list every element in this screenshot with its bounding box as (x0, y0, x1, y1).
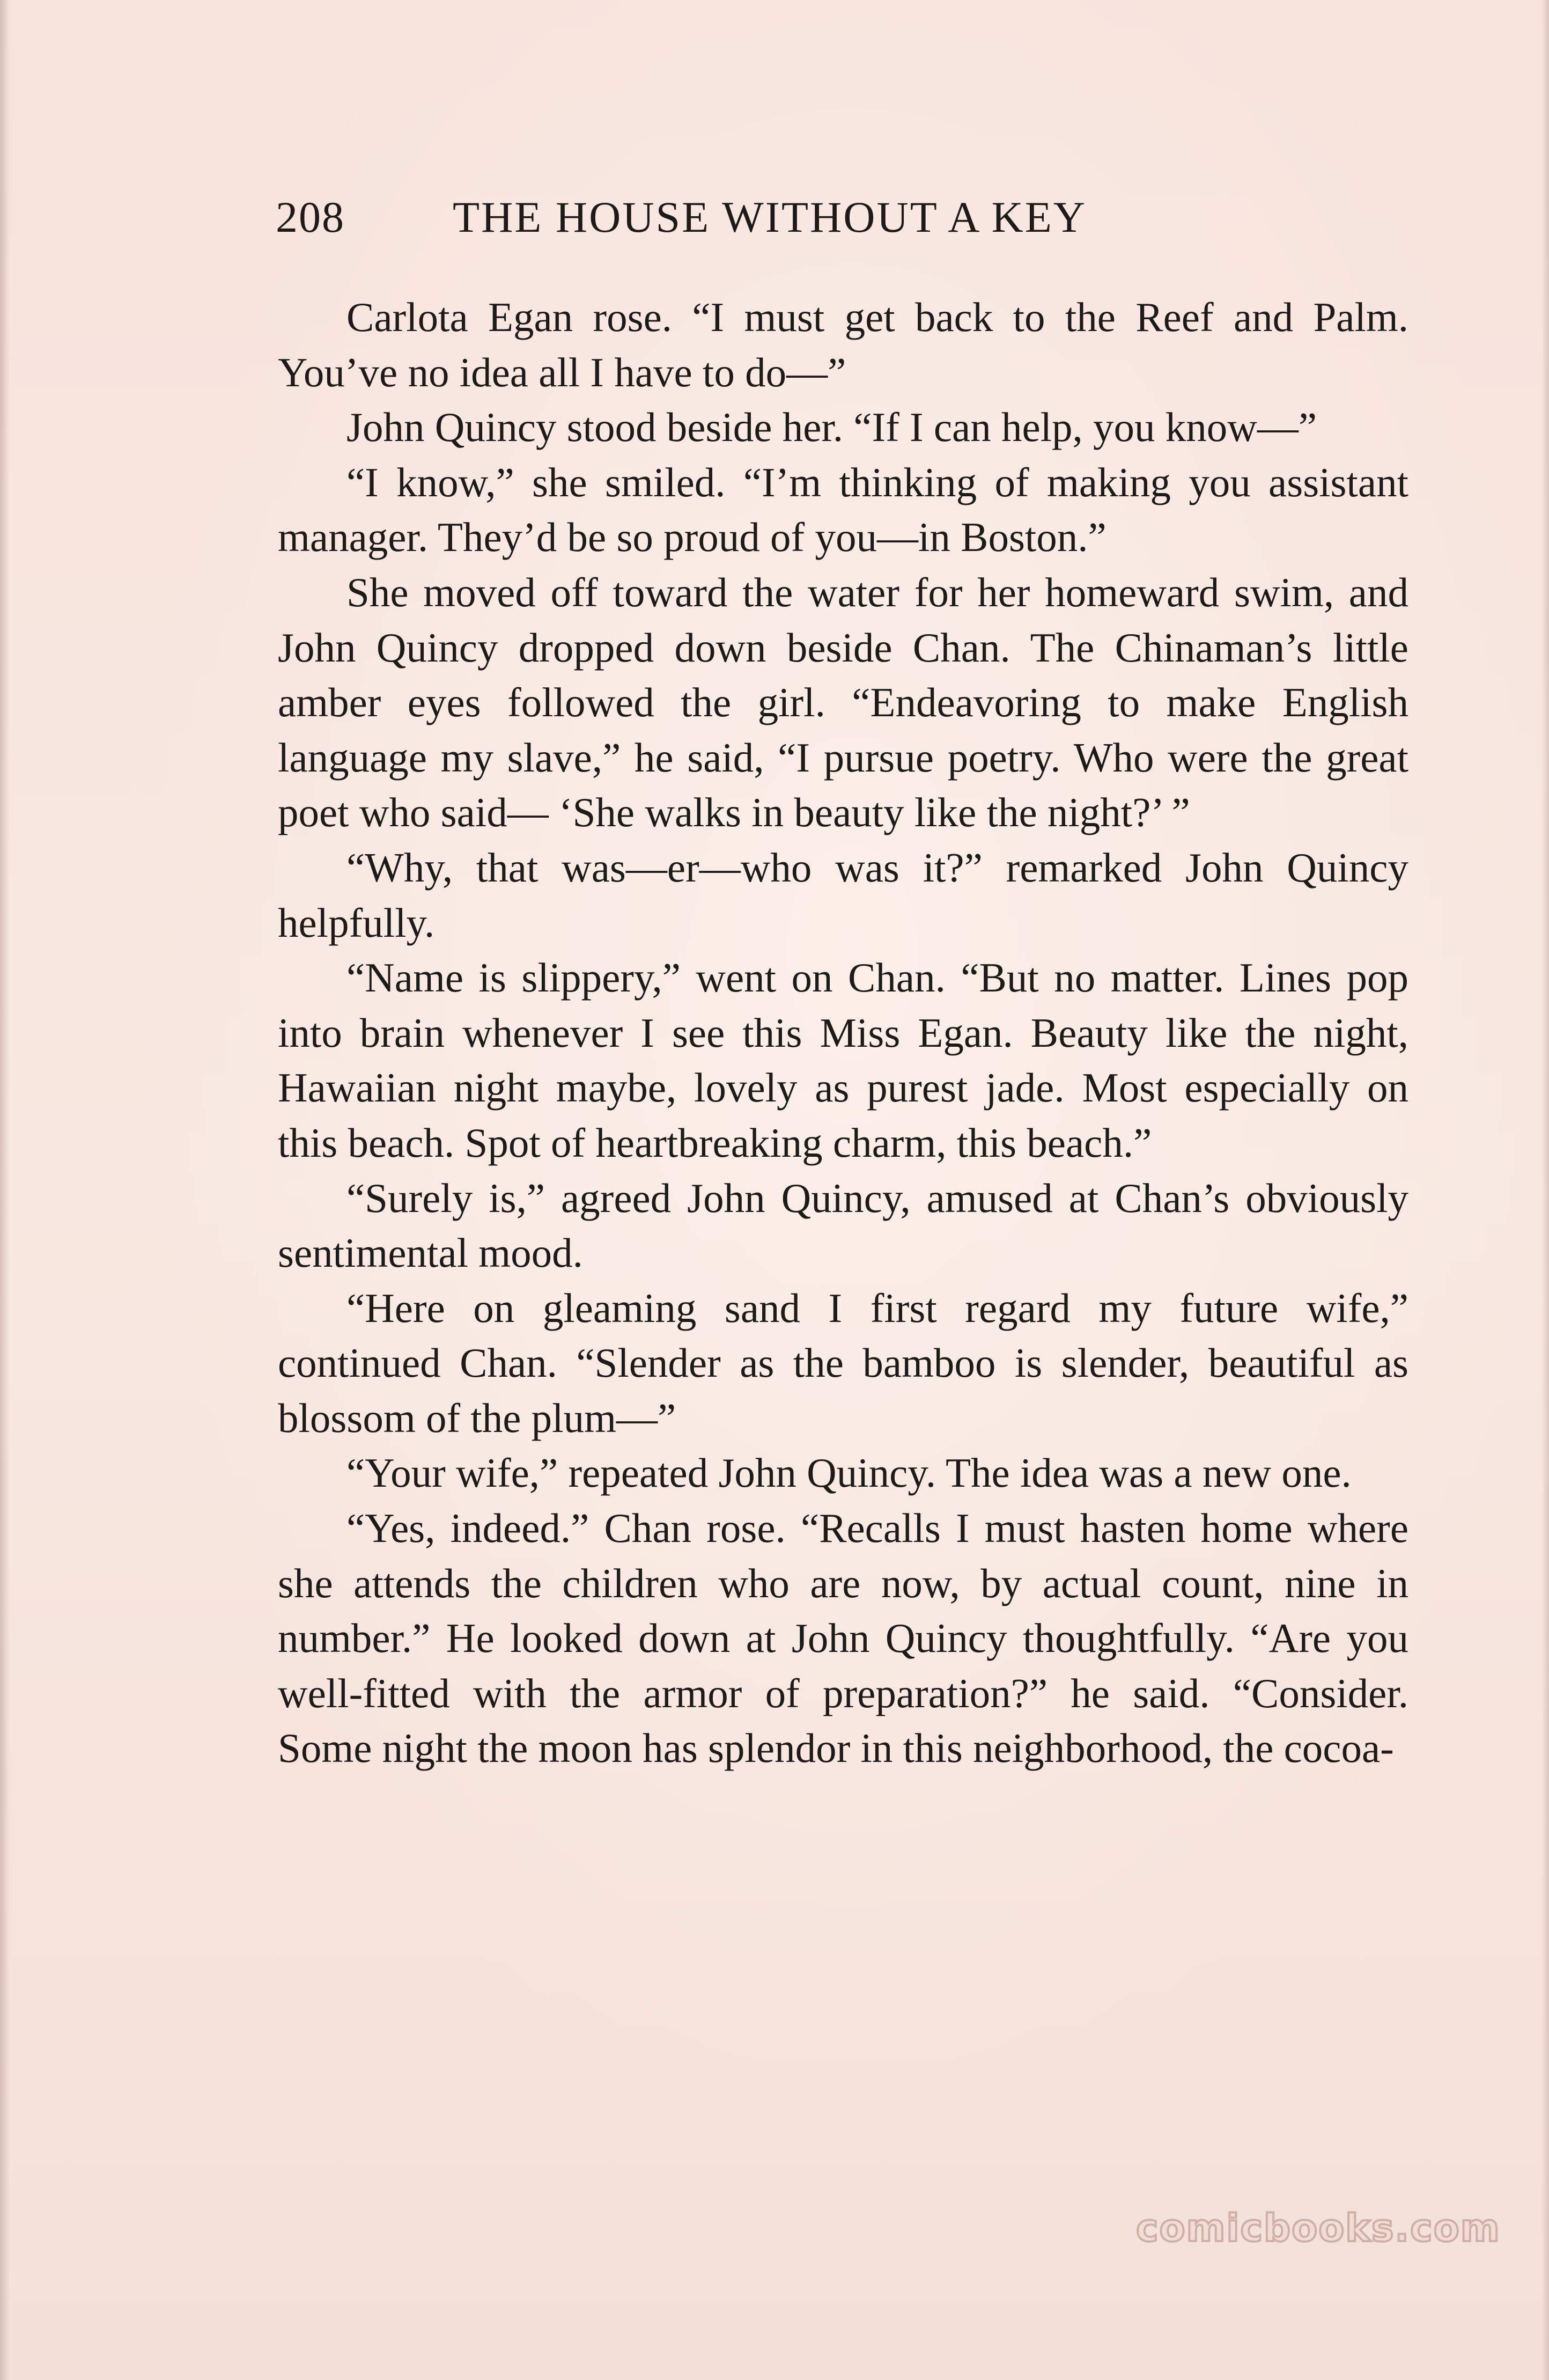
paragraph: “Why, that was—er—who was it?” remarked John Quincy helpfully. (278, 844, 1408, 946)
running-title: THE HOUSE WITHOUT A KEY (453, 193, 1087, 241)
body-text (278, 290, 1408, 1776)
paragraph: “Your wife,” repeated John Quincy. The idea was a new one. (346, 1450, 1352, 1496)
page-left-shadow (0, 0, 10, 2380)
paragraph: “Here on gleaming sand I first regard my future wife,” continued Chan. “Slender as the bamboo is slender, beautiful as blossom of the plum—” (278, 1284, 1408, 1441)
paragraph: “Name is slippery,” went on Chan. “But no matter. Lines pop into brain whenever I see this Miss Egan. Beauty like the night, Hawaiian night maybe, lovely as purest jade. Most especially on this beach. Spot of heartbreaking charm, this beach.” (278, 954, 1408, 1166)
page-number: 208 (276, 193, 345, 241)
paragraph: John Quincy stood beside her. “If I can help, you know—” (346, 404, 1317, 451)
paragraph: “Surely is,” agreed John Quincy, amused at Chan’s obviously sentimental mood. (278, 1174, 1408, 1276)
paragraph: “I know,” she smiled. “I’m thinking of making you assistant manager. They’d be so proud of you—in Boston.” (278, 459, 1408, 561)
watermark: comicbooks.com (1136, 2206, 1501, 2250)
page-right-shadow (1541, 0, 1549, 2380)
running-header (276, 192, 1407, 246)
paragraph: “Yes, indeed.” Chan rose. “Recalls I must hasten home where she attends the children who are now, by actual count, nine in number.” He looked down at John Quincy thoughtfully. “Are you well-fitted with the armor of preparation?” he said. “Consider. Some night the moon has splendor in this neighborhood, the cocoa- (278, 1505, 1408, 1772)
paragraph: Carlota Egan rose. “I must get back to the Reef and Palm. You’ve no idea all I have to do—” (278, 294, 1408, 395)
paragraph: She moved off toward the water for her homeward swim, and John Quincy dropped down beside Chan. The Chinaman’s little amber eyes followed the girl. “Endeavoring to make English language my slave,” he said, “I pursue poetry. Who were the great poet who said— ‘She walks in beauty like the night?’ ” (278, 569, 1408, 836)
